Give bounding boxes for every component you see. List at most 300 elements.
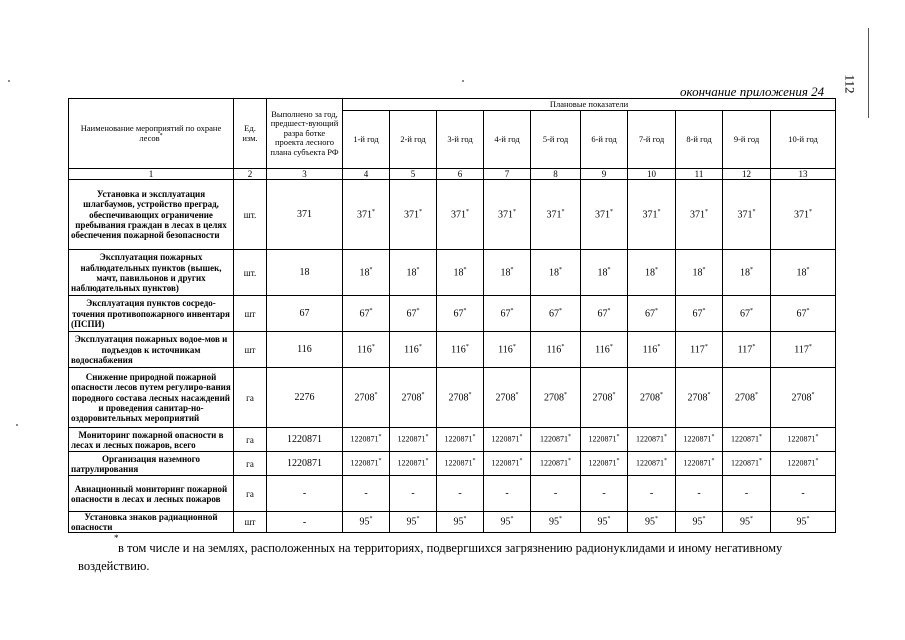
plan-value: 1220871 (731, 434, 759, 444)
plan-value-cell (676, 428, 723, 452)
plan-value-cell (723, 452, 771, 476)
unit-cell: шт (234, 332, 267, 368)
plan-value-cell (531, 476, 581, 512)
plan-value-cell (484, 296, 531, 332)
footnote-mark: * (159, 133, 163, 140)
plan-value: 2708 (640, 392, 660, 404)
plan-value-cell (437, 332, 484, 368)
header-planned: Плановые показатели (343, 99, 836, 111)
footnote-mark: * (510, 516, 514, 523)
footnote-mark: * (609, 343, 613, 350)
plan-value-cell (390, 476, 437, 512)
footnote-mark: * (707, 391, 711, 398)
footnote-mark: * (561, 343, 565, 350)
plan-value-cell (437, 368, 484, 428)
plan-value-cell (531, 512, 581, 533)
plan-value: 95 (406, 516, 417, 528)
footnote-mark: * (510, 307, 514, 314)
footnote-mark: * (759, 458, 762, 465)
plan-value-cell (771, 428, 836, 452)
plan-value: 117 (737, 344, 753, 356)
column-number: 1 (69, 169, 234, 180)
footnote-mark: * (466, 208, 469, 215)
plan-value-cell (437, 476, 484, 512)
plan-value-cell (437, 180, 484, 250)
plan-value: 371 (498, 209, 513, 221)
plan-value-cell (531, 250, 581, 296)
previous-year-cell: 18 (267, 250, 343, 296)
plan-value-cell (676, 332, 723, 368)
footnote-mark: * (510, 266, 514, 273)
footnote-mark: * (806, 516, 810, 523)
plan-value-cell (676, 452, 723, 476)
unit-cell: шт. (234, 250, 267, 296)
plan-value: - (649, 487, 654, 499)
plan-value: 67 (549, 308, 559, 320)
plan-value-cell (437, 296, 484, 332)
plan-value: 67 (359, 308, 370, 320)
plan-value-cell (723, 180, 771, 250)
header-year: 2-й год (390, 111, 437, 169)
plan-value: 371 (737, 209, 753, 221)
unit-cell: шт. (234, 180, 267, 250)
plan-value-cell (628, 332, 676, 368)
footnote-mark: * (568, 434, 571, 441)
plan-value: 95 (692, 516, 703, 528)
activity-name: Снижение природной пожарной опасности лесов путем регулиро-вания породного состава лесных насаждений и проведения санитар-но- оздоровительных мероприятий (69, 368, 234, 428)
plan-value: 1220871 (731, 458, 759, 468)
plan-value-cell (390, 368, 437, 428)
column-number: 12 (723, 169, 771, 180)
plan-value-cell (343, 332, 390, 368)
plan-value-cell (531, 452, 581, 476)
plan-value: 2708 (448, 392, 469, 404)
plan-value: 1220871 (588, 434, 617, 444)
plan-value: 1220871 (491, 458, 520, 468)
table-row (69, 452, 836, 476)
plan-value-cell (343, 296, 390, 332)
activity-name: Эксплуатация пожарных водое-мов и подъездов к источникам водоснабжения (69, 332, 234, 368)
plan-value-cell (628, 452, 676, 476)
footnote-mark: * (425, 434, 429, 441)
plan-value: 18 (740, 267, 750, 279)
footnote-mark: * (657, 208, 661, 215)
plan-value: 95 (796, 516, 807, 528)
plan-value: 116 (642, 344, 658, 356)
footnote-mark: * (512, 343, 516, 350)
footnote-mark: * (369, 516, 373, 523)
plan-value: - (697, 487, 701, 499)
plan-value: 67 (406, 308, 417, 320)
scan-speck (462, 80, 464, 82)
plan-value: 2708 (791, 392, 812, 404)
plan-value: 116 (498, 344, 513, 356)
plan-value: 371 (690, 209, 705, 221)
activity-name: Эксплуатация пунктов сосредо-точения противопожарного инвентаря (ПСПИ) (69, 296, 234, 332)
plan-value: 1220871 (350, 458, 379, 468)
plan-value-cell (771, 296, 836, 332)
previous-year-cell: 116 (267, 332, 343, 368)
plan-value: 116 (451, 344, 466, 356)
footnote-mark: * (568, 458, 571, 465)
plan-value: 2708 (354, 392, 375, 404)
plan-value-cell (628, 296, 676, 332)
plan-value: 117 (794, 344, 809, 356)
footnote-mark: * (655, 266, 658, 273)
plan-value-cell (771, 452, 836, 476)
plan-value-cell (723, 476, 771, 512)
plan-value-cell (531, 428, 581, 452)
plan-value-cell (581, 428, 628, 452)
plan-value: 371 (451, 209, 466, 221)
plan-value: - (744, 487, 749, 499)
plan-value-cell (581, 452, 628, 476)
plan-value: 67 (692, 308, 703, 320)
plan-value-cell (484, 250, 531, 296)
plan-value: 18 (500, 267, 511, 279)
plan-value-cell (343, 452, 390, 476)
plan-value-cell (771, 180, 836, 250)
header-year: 10-й год (771, 111, 836, 169)
plan-value: 95 (740, 516, 750, 528)
plan-value: 67 (597, 308, 608, 320)
footnote-mark: * (616, 458, 620, 465)
header-year: 5-й год (531, 111, 581, 169)
column-number: 6 (437, 169, 484, 180)
table-row (69, 180, 836, 250)
header-year: 8-й год (676, 111, 723, 169)
header-name: Наименование мероприятий по охране лесов* (69, 99, 234, 169)
header-previous-year: Выполнено за год, предшест-вующий разра ботке проекта лесного плана субъекта РФ (267, 99, 343, 169)
plan-value-cell (771, 332, 836, 368)
footnote-mark: * (610, 208, 613, 215)
plan-value: 1220871 (540, 458, 568, 468)
plan-value: 2708 (401, 392, 422, 404)
header-year: 7-й год (628, 111, 676, 169)
plan-value: 371 (642, 209, 658, 221)
plan-value: 67 (500, 308, 511, 320)
plan-value-cell (484, 368, 531, 428)
footnote-mark: * (425, 458, 429, 465)
footnote-mark: * (705, 208, 708, 215)
plan-value-cell (771, 250, 836, 296)
footnote-mark: * (515, 391, 519, 398)
plan-value-cell (531, 368, 581, 428)
unit-cell: га (234, 452, 267, 476)
footnote-mark: * (607, 307, 611, 314)
footnote-mark: * (702, 307, 706, 314)
header-year: 3-й год (437, 111, 484, 169)
plan-value: 18 (645, 267, 655, 279)
plan-value: 117 (690, 344, 705, 356)
plan-value: 2708 (592, 392, 613, 404)
plan-value: 67 (796, 308, 807, 320)
plan-value-cell (676, 476, 723, 512)
footnote-mark: * (704, 343, 708, 350)
plan-value: 67 (645, 308, 655, 320)
plan-value-cell (437, 452, 484, 476)
plan-value: 1220871 (588, 458, 617, 468)
plan-value-cell (390, 452, 437, 476)
plan-value-cell (723, 296, 771, 332)
column-number: 4 (343, 169, 390, 180)
column-number: 13 (771, 169, 836, 180)
column-number: 8 (531, 169, 581, 180)
plan-value-cell (343, 180, 390, 250)
column-number: 9 (581, 169, 628, 180)
plan-value: 1220871 (683, 434, 712, 444)
scan-edge-line (868, 28, 869, 118)
footnote-mark: * (660, 391, 663, 398)
plan-value-cell (484, 332, 531, 368)
footnote-mark: * (369, 307, 373, 314)
plan-value-cell (581, 332, 628, 368)
footnote-mark: * (752, 343, 756, 350)
plan-value: 2708 (544, 392, 564, 404)
fire-protection-table (68, 98, 836, 533)
plan-value: 1220871 (444, 434, 473, 444)
plan-value: 18 (359, 267, 370, 279)
plan-value: 18 (597, 267, 608, 279)
footnote-mark: * (607, 266, 611, 273)
plan-value: 2708 (687, 392, 708, 404)
plan-value: 116 (546, 344, 562, 356)
column-number: 7 (484, 169, 531, 180)
footnote-mark: * (759, 434, 762, 441)
table-row (69, 250, 836, 296)
plan-value-cell (484, 428, 531, 452)
plan-value-cell (531, 296, 581, 332)
column-number: 3 (267, 169, 343, 180)
plan-value-cell (581, 180, 628, 250)
plan-value-cell (676, 250, 723, 296)
footnote-mark: * (519, 434, 523, 441)
plan-value-cell (723, 428, 771, 452)
plan-value-cell (628, 250, 676, 296)
plan-value: 1220871 (787, 434, 816, 444)
column-number: 2 (234, 169, 267, 180)
plan-value-cell (484, 180, 531, 250)
header-year: 6-й год (581, 111, 628, 169)
footnote-mark: * (806, 307, 810, 314)
footnote-mark: * (114, 533, 119, 543)
plan-value-cell (343, 368, 390, 428)
table-row (69, 368, 836, 428)
footnote-mark: * (808, 343, 812, 350)
plan-value-cell (484, 512, 531, 533)
plan-value: 371 (404, 209, 419, 221)
plan-value: 371 (357, 209, 372, 221)
footnote-mark: * (815, 458, 819, 465)
appendix-note: окончание приложения 24 (680, 84, 825, 99)
plan-value-cell (628, 476, 676, 512)
plan-value-cell (343, 250, 390, 296)
plan-value-cell (581, 368, 628, 428)
plan-value-cell (771, 476, 836, 512)
plan-value: 95 (359, 516, 370, 528)
plan-value-cell (531, 180, 581, 250)
footnote-mark: * (421, 391, 425, 398)
footnote-mark: * (607, 516, 611, 523)
header-year: 9-й год (723, 111, 771, 169)
plan-value-cell (581, 250, 628, 296)
plan-value: - (411, 487, 415, 499)
footnote-mark: * (419, 208, 422, 215)
footnote-mark: * (378, 434, 382, 441)
plan-value: 1220871 (787, 458, 816, 468)
footnote-mark: * (711, 434, 715, 441)
previous-year-cell: 371 (267, 180, 343, 250)
plan-value: 2708 (495, 392, 516, 404)
plan-value-cell (628, 512, 676, 533)
plan-value-cell (390, 180, 437, 250)
footnote-mark: * (559, 307, 562, 314)
footnote-mark: * (378, 458, 382, 465)
plan-value: 95 (645, 516, 655, 528)
plan-value-cell (343, 428, 390, 452)
page-number: 112 (842, 74, 858, 94)
previous-year-cell: 2276 (267, 368, 343, 428)
plan-value: 371 (595, 209, 610, 221)
plan-value-cell (581, 296, 628, 332)
plan-value: 95 (549, 516, 559, 528)
plan-value: 1220871 (491, 434, 520, 444)
plan-value: - (602, 487, 606, 499)
previous-year-cell: - (267, 512, 343, 533)
footnote-mark: * (416, 516, 420, 523)
plan-value: 2708 (735, 392, 755, 404)
plan-value: - (801, 487, 805, 499)
footnote-mark: * (664, 458, 667, 465)
table-row (69, 332, 836, 368)
footnote-mark: * (655, 307, 658, 314)
footnote-mark: * (559, 516, 562, 523)
plan-value: 1220871 (350, 434, 379, 444)
plan-value: 95 (453, 516, 464, 528)
plan-value: 18 (796, 267, 807, 279)
footnote-mark: * (657, 343, 661, 350)
plan-value-cell (390, 332, 437, 368)
activity-name: Установка знаков радиационной опасности (69, 512, 234, 533)
unit-cell: га (234, 428, 267, 452)
plan-value-cell (628, 368, 676, 428)
plan-value-cell (484, 452, 531, 476)
header-year: 4-й год (484, 111, 531, 169)
plan-value-cell (628, 428, 676, 452)
plan-value: 95 (597, 516, 608, 528)
footnote-mark: * (561, 208, 565, 215)
header-year: 1-й год (343, 111, 390, 169)
plan-value-cell (437, 512, 484, 533)
plan-value: - (553, 487, 558, 499)
footnote-mark: * (369, 266, 373, 273)
plan-value-cell (771, 512, 836, 533)
footnote-mark: * (750, 307, 753, 314)
footnote-mark: * (815, 434, 819, 441)
plan-value: 1220871 (397, 458, 426, 468)
plan-value: 18 (406, 267, 417, 279)
plan-value-cell (390, 250, 437, 296)
footnote-mark: * (750, 516, 753, 523)
column-number: 11 (676, 169, 723, 180)
plan-value: - (364, 487, 368, 499)
plan-value-cell (676, 180, 723, 250)
footnote-mark: * (702, 266, 706, 273)
column-number: 10 (628, 169, 676, 180)
previous-year-cell: 67 (267, 296, 343, 332)
footnote-mark: * (472, 458, 476, 465)
plan-value-cell (437, 250, 484, 296)
plan-value: 95 (500, 516, 511, 528)
footnote-mark: * (711, 458, 715, 465)
plan-value-cell (723, 512, 771, 533)
plan-value: 18 (453, 267, 464, 279)
plan-value: 1220871 (444, 458, 473, 468)
plan-value-cell (343, 476, 390, 512)
footnote-mark: * (755, 391, 758, 398)
plan-value: 1220871 (636, 434, 664, 444)
footnote-mark: * (752, 208, 756, 215)
activity-name: Организация наземного патрулирования (69, 452, 234, 476)
plan-value: 1220871 (636, 458, 664, 468)
footnote-mark: * (702, 516, 706, 523)
column-number: 5 (390, 169, 437, 180)
plan-value-cell (531, 332, 581, 368)
plan-value: 371 (546, 209, 562, 221)
plan-value: 371 (794, 209, 810, 221)
plan-value: - (458, 487, 462, 499)
plan-value-cell (437, 428, 484, 452)
table-row (69, 428, 836, 452)
scan-speck (8, 80, 10, 82)
table-row (69, 476, 836, 512)
footnote-mark: * (472, 434, 476, 441)
plan-value-cell (676, 512, 723, 533)
plan-value-cell (676, 368, 723, 428)
plan-value-cell (581, 512, 628, 533)
footnote-mark: * (416, 266, 420, 273)
plan-value-cell (581, 476, 628, 512)
plan-value-cell (771, 368, 836, 428)
footnote-mark: * (463, 266, 467, 273)
plan-value-cell (628, 180, 676, 250)
footnote-mark: * (418, 343, 422, 350)
footnote-mark: * (416, 307, 420, 314)
plan-value: 18 (549, 267, 559, 279)
footnote-mark: * (559, 266, 562, 273)
table-row (69, 512, 836, 533)
footnote-mark: * (564, 391, 567, 398)
activity-name: Мониторинг пожарной опасности в лесах и лесных пожаров, всего (69, 428, 234, 452)
unit-cell: шт (234, 512, 267, 533)
footnote-mark: * (371, 343, 375, 350)
plan-value-cell (723, 332, 771, 368)
plan-value-cell (676, 296, 723, 332)
footnote-mark: * (664, 434, 667, 441)
previous-year-cell: 1220871 (267, 452, 343, 476)
footnote-mark: * (811, 391, 815, 398)
plan-value-cell (723, 368, 771, 428)
footnote-mark: * (513, 208, 516, 215)
footnote-mark: * (463, 516, 467, 523)
plan-value: 18 (692, 267, 703, 279)
plan-value-cell (343, 512, 390, 533)
plan-value-cell (390, 428, 437, 452)
plan-value: 116 (404, 344, 419, 356)
previous-year-cell: - (267, 476, 343, 512)
plan-value-cell (390, 512, 437, 533)
footnote-text: в том числе и на землях, расположенных на территориях, подвергшихся загрязнению радионуклидами и иному негативному воздействию. (78, 541, 783, 574)
